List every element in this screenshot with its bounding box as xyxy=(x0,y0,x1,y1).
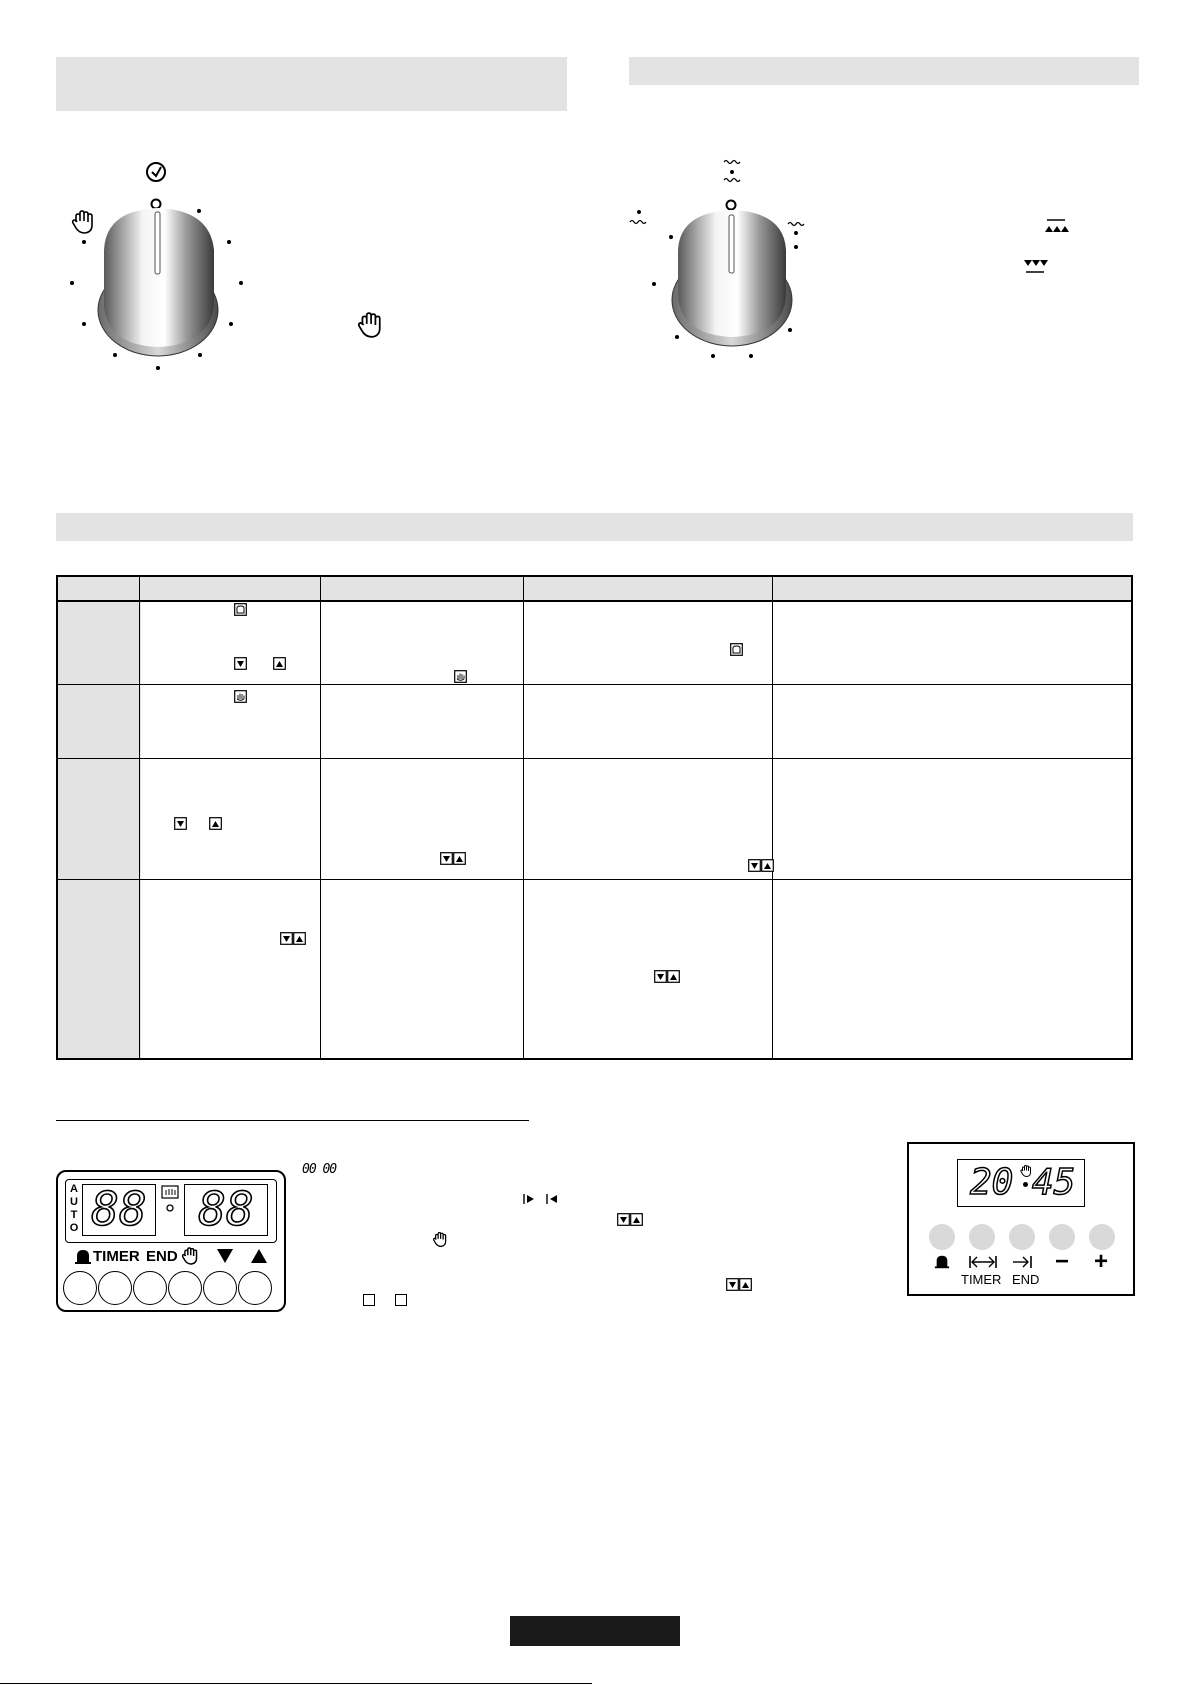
grill-bottom-icon xyxy=(1022,256,1050,276)
timer-end-icon xyxy=(545,1193,559,1205)
digital-clock-panel xyxy=(907,1142,1135,1296)
table-first-column xyxy=(58,602,141,1058)
hand-icon xyxy=(182,1247,198,1265)
function-knob[interactable] xyxy=(620,150,830,370)
manual-mode-icon xyxy=(234,690,247,703)
led-timer-panel xyxy=(56,1170,286,1312)
down-up-arrows-icon xyxy=(748,859,774,872)
arrow-up-icon xyxy=(209,817,222,830)
top-and-bottom-heat-icon xyxy=(724,161,740,182)
clock-minutes: 45 xyxy=(1032,1162,1076,1203)
timer-start-icon xyxy=(522,1193,536,1205)
end-button[interactable] xyxy=(133,1271,167,1305)
end-button[interactable] xyxy=(1009,1224,1035,1250)
end-time-icon xyxy=(1011,1254,1033,1270)
timer-button[interactable] xyxy=(969,1224,995,1250)
timer-label: TIMER xyxy=(961,1272,1002,1287)
down-button[interactable] xyxy=(203,1271,237,1305)
led-display xyxy=(65,1179,277,1243)
bottom-heat-icon xyxy=(630,211,646,224)
section-header-table xyxy=(56,513,1133,541)
bell-button[interactable] xyxy=(929,1224,955,1250)
triangle-down-icon xyxy=(216,1248,234,1264)
bell-icon xyxy=(74,1248,92,1266)
clock-display xyxy=(957,1159,1085,1207)
section-header-functions xyxy=(629,57,1139,85)
end-label: END xyxy=(1012,1272,1040,1287)
cooking-indicator-icon xyxy=(160,1184,180,1232)
bell-icon xyxy=(934,1254,950,1270)
hand-icon xyxy=(358,312,382,338)
section-header-timer xyxy=(56,57,567,111)
clock-colon xyxy=(1023,1182,1028,1187)
timer-label: TIMER xyxy=(93,1248,140,1265)
down-up-arrows-icon xyxy=(617,1213,643,1226)
digit-box-right xyxy=(184,1184,268,1236)
timer-button[interactable] xyxy=(98,1271,132,1305)
minus-button[interactable] xyxy=(1049,1224,1075,1250)
clock-icon xyxy=(147,163,165,181)
bell-button[interactable] xyxy=(63,1271,97,1305)
oven-icon xyxy=(234,603,247,616)
digits-right: 88 xyxy=(198,1182,254,1236)
plus-button[interactable] xyxy=(1089,1224,1115,1250)
hand-icon xyxy=(1020,1165,1032,1177)
down-up-arrows-icon xyxy=(440,852,466,865)
empty-square-icon xyxy=(363,1294,375,1306)
plus-symbol: + xyxy=(1094,1248,1109,1275)
clock-hours: 20 xyxy=(970,1162,1014,1203)
arrow-down-icon xyxy=(174,817,187,830)
triangle-up-icon xyxy=(250,1248,268,1264)
digit-box-left xyxy=(82,1184,156,1236)
hand-icon xyxy=(433,1232,447,1247)
end-label: END xyxy=(146,1248,178,1265)
arrow-down-icon xyxy=(234,657,247,670)
down-up-arrows-icon xyxy=(726,1278,752,1291)
manual-mode-icon xyxy=(454,670,467,683)
up-button[interactable] xyxy=(238,1271,272,1305)
timer-knob[interactable] xyxy=(60,150,260,380)
bottom-rule xyxy=(0,1683,592,1684)
manual-button[interactable] xyxy=(168,1271,202,1305)
mini-display-text: 00 00 xyxy=(302,1162,337,1177)
auto-letters: A U T O xyxy=(69,1183,79,1234)
table-header-row xyxy=(58,577,1131,602)
section-divider xyxy=(56,1120,529,1121)
empty-square-icon xyxy=(395,1294,407,1306)
page-number-tab xyxy=(510,1616,680,1646)
top-heat-icon xyxy=(788,223,804,235)
hand-icon xyxy=(73,211,92,233)
timer-duration-icon xyxy=(968,1254,998,1270)
arrow-up-icon xyxy=(273,657,286,670)
digits-left: 88 xyxy=(91,1182,147,1236)
down-up-arrows-icon xyxy=(654,970,680,983)
grill-top-icon xyxy=(1043,217,1071,237)
minus-symbol: − xyxy=(1055,1248,1070,1275)
down-up-arrows-icon xyxy=(280,932,306,945)
oven-icon xyxy=(730,643,743,656)
